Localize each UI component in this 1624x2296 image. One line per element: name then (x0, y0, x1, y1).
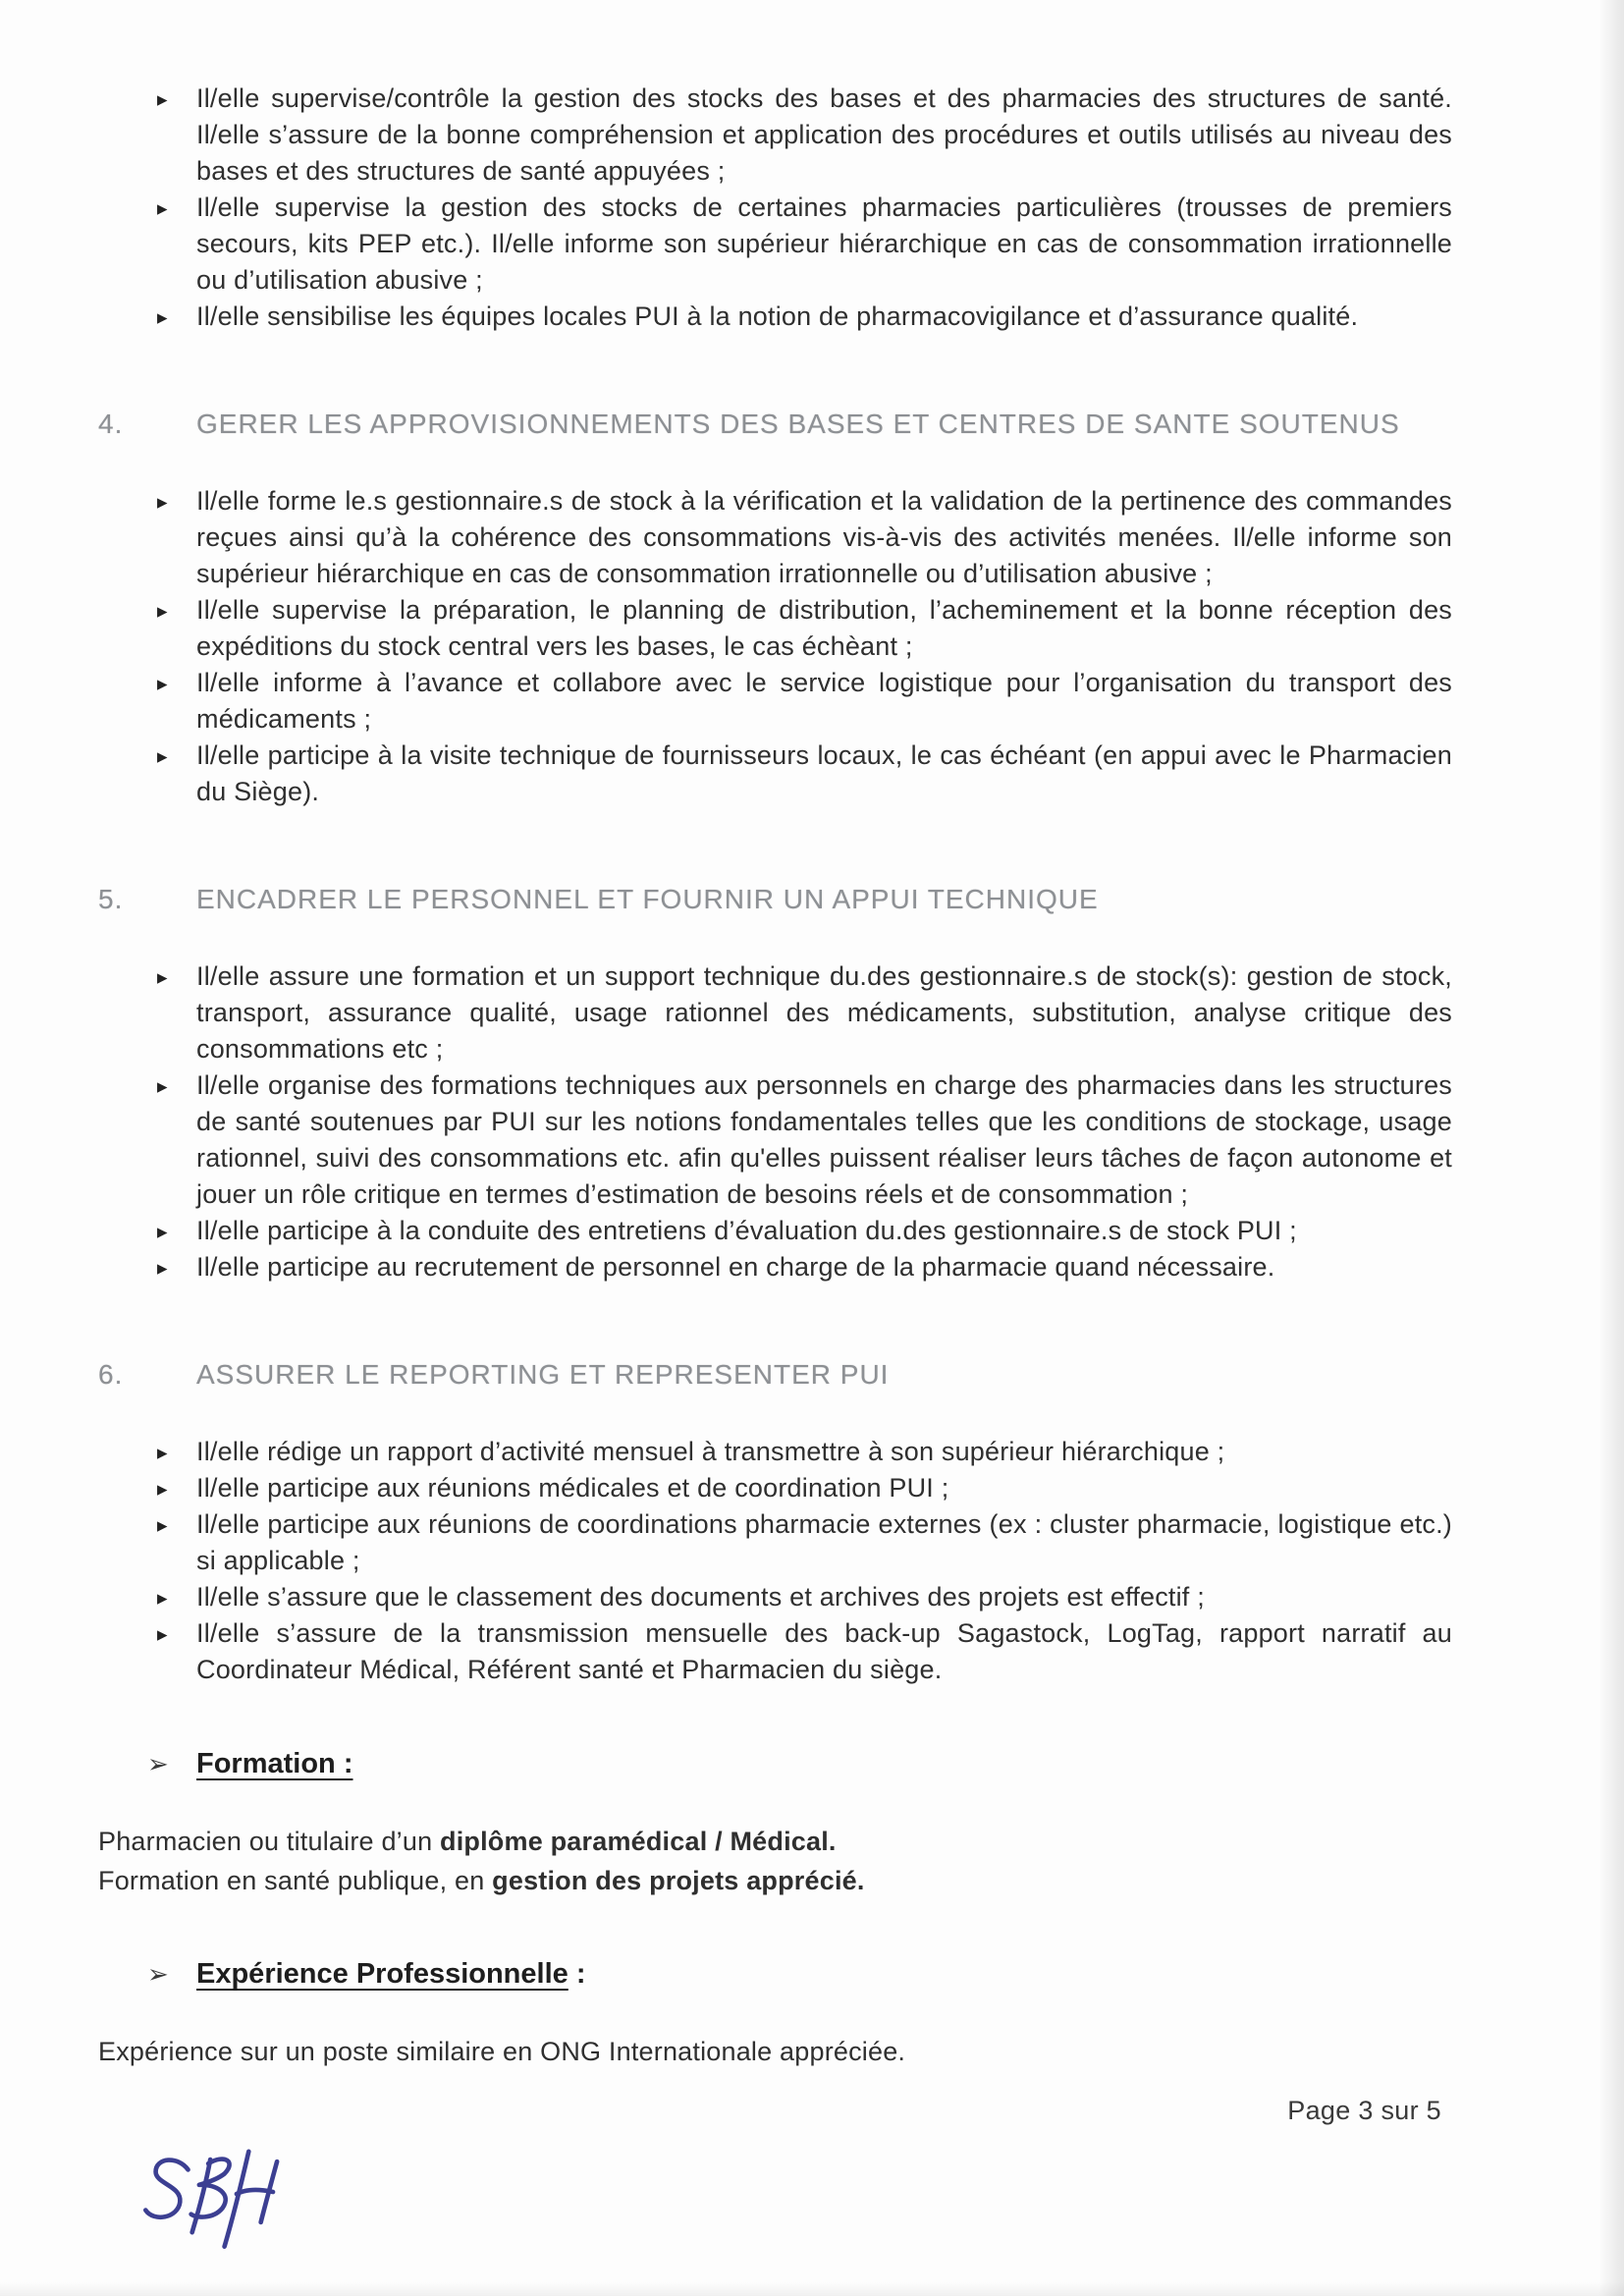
section-6-bullet-list (98, 1434, 1452, 1688)
formation-line-2-regular: Formation en santé publique, en (98, 1866, 493, 1895)
formation-line-2 (98, 1861, 1452, 1900)
bullet-text: Il/elle s’assure de la transmission mensuelle des back-up Sagastock, LogTag, rapport narratif au Coordinateur Médical, Référent santé et Pharmacien du siège. (196, 1618, 1452, 1684)
bullet-text: Il/elle informe à l’avance et collabore avec le service logistique pour l’organisation du transport des médicaments ; (196, 668, 1452, 734)
arrow-head-icon: ➢ (147, 1749, 169, 1778)
bullet-arrow-icon: ▸ (157, 1623, 168, 1646)
bullet-text: Il/elle participe à la visite technique de fournisseurs locaux, le cas échéant (en appui avec le Pharmacien du Siège). (196, 740, 1452, 806)
experience-section (98, 1955, 1452, 2071)
bullet-arrow-icon: ▸ (157, 745, 168, 768)
section-title: GERER LES APPROVISIONNEMENTS DES BASES ET CENTRES DE SANTE SOUTENUS (196, 409, 1400, 439)
formation-line-2-bold: gestion des projets apprécié. (492, 1866, 865, 1895)
section-number: 4. (98, 409, 124, 439)
list-item (157, 1615, 1452, 1688)
bullet-arrow-icon: ▸ (157, 1221, 168, 1243)
bullet-arrow-icon: ▸ (157, 306, 168, 329)
section-4-bullet-list (98, 483, 1452, 810)
bullet-text: Il/elle supervise/contrôle la gestion des stocks des bases et des pharmacies des structures de santé. Il/elle s’assure de la bonne compréhension et application des procédures et outils utilisés au niveau des bases et des structures de santé appuyées ; (196, 83, 1452, 186)
bullet-text: Il/elle supervise la gestion des stocks de certaines pharmacies particulières (trousses de premiers secours, kits PEP etc.). Il/elle informe son supérieur hiérarchique en cas de consommation irrationnelle ou d’utilisation abusive ; (196, 192, 1452, 295)
signature-svg (135, 2147, 307, 2269)
bullet-arrow-icon: ▸ (157, 600, 168, 623)
list-item (157, 1067, 1452, 1213)
bullet-arrow-icon: ▸ (157, 1514, 168, 1537)
list-item (157, 592, 1452, 665)
formation-body (98, 1822, 1452, 1900)
section-title: ENCADRER LE PERSONNEL ET FOURNIR UN APPUI TECHNIQUE (196, 884, 1099, 914)
bullet-text: Il/elle organise des formations techniques aux personnels en charge des pharmacies dans les structures de santé soutenues par PUI sur les notions fondamentales telles que les conditions de stockage, usage rationnel, suivi des consommations etc. afin qu'elles puissent réaliser leurs tâches de façon autonome et jouer un rôle critique en termes d’estimation de besoins réels et de consommation ; (196, 1070, 1452, 1209)
list-item (157, 483, 1452, 592)
experience-body-text: Expérience sur un poste similaire en ONG Internationale appréciée. (98, 2037, 906, 2066)
bullet-text: Il/elle participe aux réunions de coordinations pharmacie externes (ex : cluster pharmacie, logistique etc.) si applicable ; (196, 1509, 1452, 1575)
formation-line-1-regular: Pharmacien ou titulaire d’un (98, 1827, 440, 1856)
intro-bullet-list (98, 81, 1452, 335)
bullet-arrow-icon: ▸ (157, 491, 168, 514)
list-item (157, 1579, 1452, 1615)
section-title: ASSURER LE REPORTING ET REPRESENTER PUI (196, 1359, 890, 1390)
bullet-text: Il/elle supervise la préparation, le planning de distribution, l’acheminement et la bonne réception des expéditions du stock central vers les bases, le cas échèant ; (196, 595, 1452, 661)
list-item (157, 1213, 1452, 1249)
bullet-text: Il/elle participe aux réunions médicales et de coordination PUI ; (196, 1473, 949, 1503)
list-item (157, 665, 1452, 738)
bullet-arrow-icon: ▸ (157, 1442, 168, 1464)
section-heading-4 (98, 406, 1452, 442)
bullet-text: Il/elle forme le.s gestionnaire.s de stock à la vérification et la validation de la pertinence des commandes reçues ainsi qu’à la cohérence des consommations vis-à-vis des activités menées. Il/elle informe son supérieur hiérarchique en cas de consommation irrationnelle ou d’utilisation abusive ; (196, 486, 1452, 588)
experience-heading (147, 1955, 1452, 1993)
section-heading-5 (98, 881, 1452, 917)
formation-section (98, 1745, 1452, 1900)
list-item (157, 1434, 1452, 1470)
bullet-arrow-icon: ▸ (157, 1257, 168, 1280)
bullet-arrow-icon: ▸ (157, 966, 168, 989)
bullet-text: Il/elle rédige un rapport d’activité mensuel à transmettre à son supérieur hiérarchique ; (196, 1437, 1225, 1466)
bullet-arrow-icon: ▸ (157, 1478, 168, 1501)
list-item (157, 738, 1452, 810)
list-item (157, 1249, 1452, 1285)
section-heading-6 (98, 1356, 1452, 1393)
formation-line-1 (98, 1822, 1452, 1861)
section-number: 5. (98, 884, 124, 914)
list-item (157, 81, 1452, 190)
page-number-label: Page 3 sur 5 (1287, 2096, 1441, 2125)
list-item (157, 958, 1452, 1067)
section-5-bullet-list (98, 958, 1452, 1285)
list-item (157, 1470, 1452, 1506)
formation-heading (147, 1745, 1452, 1782)
experience-heading-colon: : (568, 1958, 586, 1990)
bullet-arrow-icon: ▸ (157, 197, 168, 220)
list-item (157, 299, 1452, 335)
section-number: 6. (98, 1359, 124, 1390)
bullet-arrow-icon: ▸ (157, 1075, 168, 1098)
bullet-text: Il/elle participe à la conduite des entretiens d’évaluation du.des gestionnaire.s de stock PUI ; (196, 1216, 1297, 1245)
bullet-arrow-icon: ▸ (157, 673, 168, 695)
experience-heading-label: Expérience Professionnelle (196, 1958, 568, 1990)
list-item (157, 1506, 1452, 1579)
bullet-arrow-icon: ▸ (157, 1587, 168, 1610)
list-item (157, 190, 1452, 299)
formation-line-1-bold: diplôme paramédical / Médical. (440, 1827, 837, 1856)
bullet-arrow-icon: ▸ (157, 88, 168, 111)
arrow-head-icon: ➢ (147, 1959, 169, 1989)
bullet-text: Il/elle participe au recrutement de personnel en charge de la pharmacie quand nécessaire. (196, 1252, 1275, 1282)
bullet-text: Il/elle assure une formation et un support technique du.des gestionnaire.s de stock(s): gestion de stock, transport, assurance qualité, usage rationnel des médicaments, substitution, analyse critique des consommations etc ; (196, 961, 1452, 1064)
formation-heading-label: Formation : (196, 1748, 353, 1779)
handwritten-initials-signature (135, 2147, 307, 2269)
bullet-text: Il/elle s’assure que le classement des documents et archives des projets est effectif ; (196, 1582, 1205, 1612)
bullet-text: Il/elle sensibilise les équipes locales PUI à la notion de pharmacovigilance et d’assurance qualité. (196, 301, 1359, 331)
